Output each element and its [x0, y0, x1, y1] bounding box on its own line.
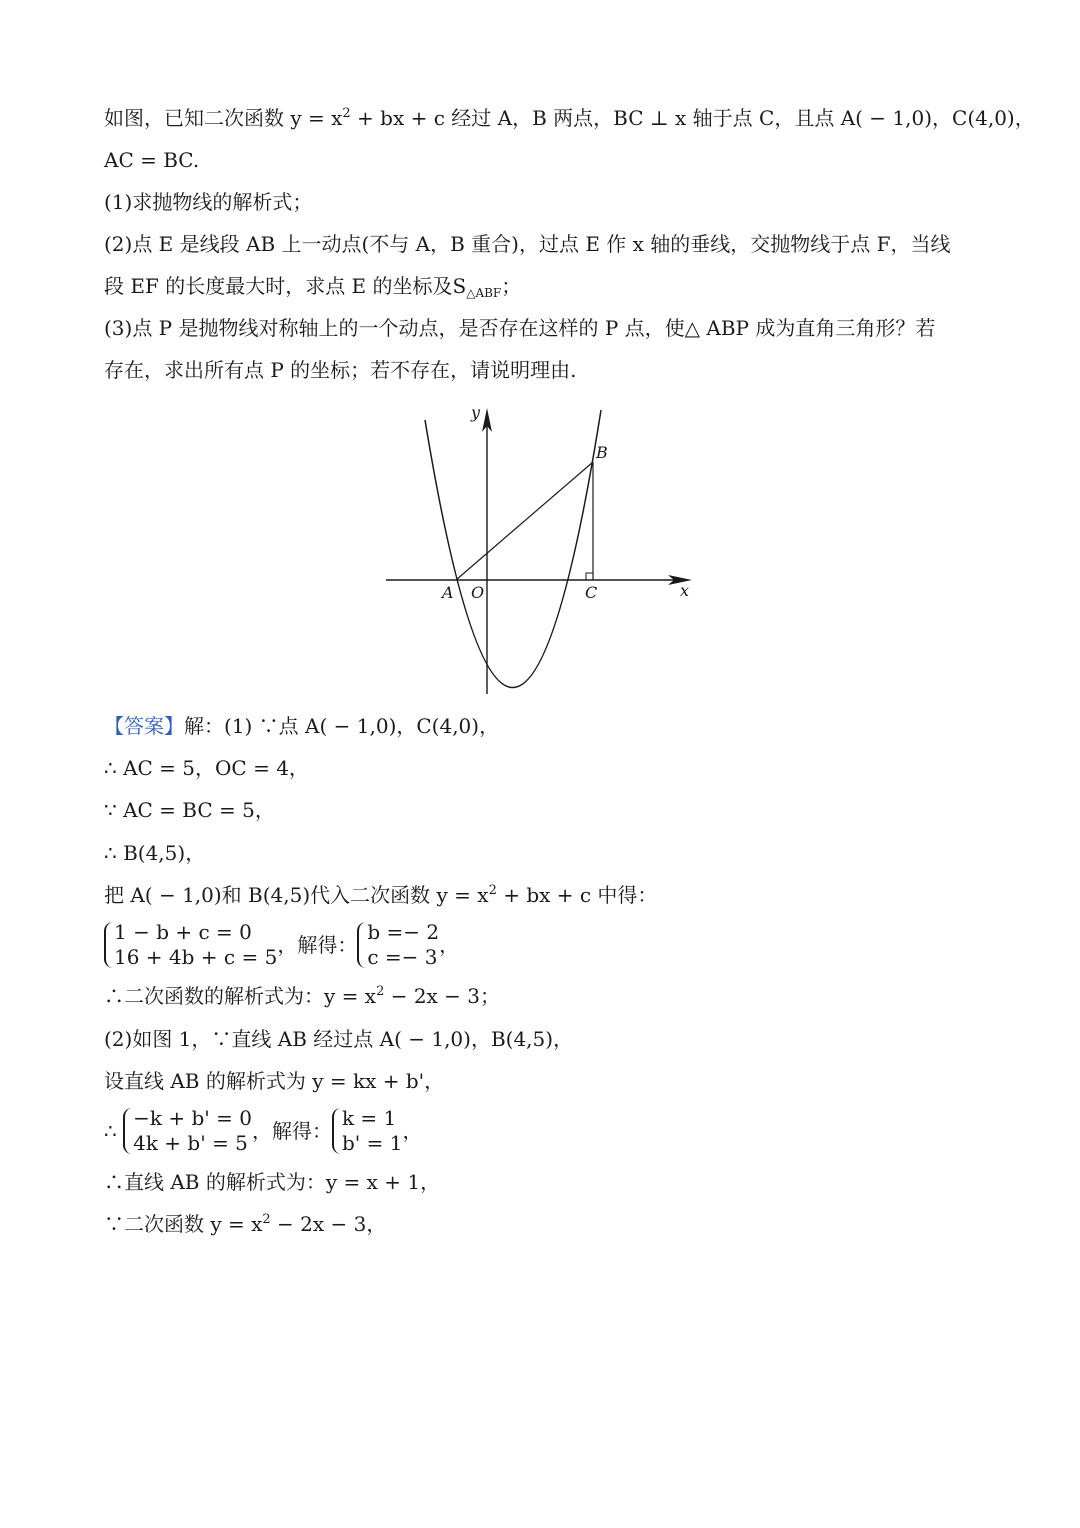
- answer-text: − 2x − 3，: [270, 1212, 387, 1236]
- answer-line-7: [104, 982, 500, 1010]
- equation-system-line-2: [104, 1106, 422, 1156]
- answer-text: 把 A( − 1,0)和 B(4,5)代入二次函数 y = x: [104, 883, 489, 907]
- answer-text: ∵二次函数 y = x: [104, 1212, 263, 1236]
- answer-text: ，解得：: [277, 933, 358, 957]
- exponent: 2: [342, 106, 351, 121]
- answer-text: + bx + c 中得：: [496, 883, 658, 907]
- problem-line-1: [104, 104, 1035, 132]
- right-angle-mark: [586, 573, 593, 580]
- exponent: 2: [262, 1212, 271, 1227]
- problem-text: + bx + c 经过 A，B 两点，BC ⊥ x 轴于点 C，且点 A( − 1,0)，C(4,0)，: [350, 106, 1035, 130]
- problem-text: 如图，已知二次函数 y = x: [104, 106, 343, 130]
- question-3-line-2: 存在，求出所有点 P 的坐标；若不存在，请说明理由.: [104, 358, 577, 382]
- equation-system-2: b =− 2 c =− 3: [357, 920, 439, 970]
- answer-line-8: (2)如图 1，∵直线 AB 经过点 A( − 1,0)，B(4,5)，: [104, 1027, 574, 1051]
- answer-line-11: ∴直线 AB 的解析式为：y = x + 1，: [104, 1170, 441, 1194]
- exponent: 2: [488, 883, 497, 898]
- label-y: y: [471, 403, 481, 422]
- question-2-line-1: (2)点 E 是线段 AB 上一动点(不与 A，B 重合)，过点 E 作 x 轴的垂线，交抛物线于点 F，当线: [104, 232, 951, 256]
- answer-line-9: 设直线 AB 的解析式为 y = kx + b'，: [104, 1069, 445, 1093]
- answer-line-4: ∴ B(4,5)，: [104, 841, 206, 865]
- problem-text: 段 EF 的长度最大时，求点 E 的坐标及S: [104, 274, 467, 298]
- figure-svg: [384, 400, 696, 696]
- subscript: △ABF: [466, 286, 502, 300]
- answer-text: ∴二次函数的解析式为：y = x: [104, 984, 377, 1008]
- exponent: 2: [376, 984, 385, 999]
- label-a: A: [442, 583, 454, 602]
- equation-system-1: 1 − b + c = 0 16 + 4b + c = 5: [104, 920, 277, 970]
- equation-system-3: −k + b' = 0 4k + b' = 5: [123, 1106, 252, 1156]
- answer-text: ，解得：: [251, 1119, 332, 1143]
- answer-line-3: ∵ AC = BC = 5，: [104, 798, 275, 822]
- answer-line-2: ∴ AC = 5，OC = 4，: [104, 756, 309, 780]
- label-b: B: [596, 443, 608, 462]
- parabola-figure: [384, 400, 696, 696]
- answer-text: ∴: [104, 1119, 117, 1143]
- answer-line-12: [104, 1210, 386, 1238]
- label-c: C: [585, 583, 598, 602]
- parabola-curve: [425, 410, 601, 688]
- label-o: O: [471, 583, 485, 602]
- answer-text: ，: [402, 1119, 423, 1143]
- answer-line-5: [104, 881, 657, 909]
- label-x: x: [680, 581, 690, 600]
- answer-text: 解：(1) ∵点 A( − 1,0)，C(4,0)，: [184, 714, 500, 738]
- problem-text: ；: [501, 274, 522, 298]
- problem-line-2: AC = BC.: [104, 148, 200, 172]
- answer-text: − 2x − 3；: [384, 984, 501, 1008]
- equation-system-4: k = 1 b' = 1: [332, 1106, 403, 1156]
- equation-system-line-1: [104, 920, 459, 970]
- answer-tag: 【答案】: [104, 714, 184, 738]
- question-3-line-1: (3)点 P 是抛物线对称轴上的一个动点，是否存在这样的 P 点，使△ ABP 成为直角三角形？若: [104, 316, 936, 340]
- question-2-line-2: [104, 272, 521, 300]
- answer-text: ，: [439, 933, 460, 957]
- answer-line-1: [104, 712, 499, 740]
- question-1: (1)求抛物线的解析式；: [104, 190, 313, 214]
